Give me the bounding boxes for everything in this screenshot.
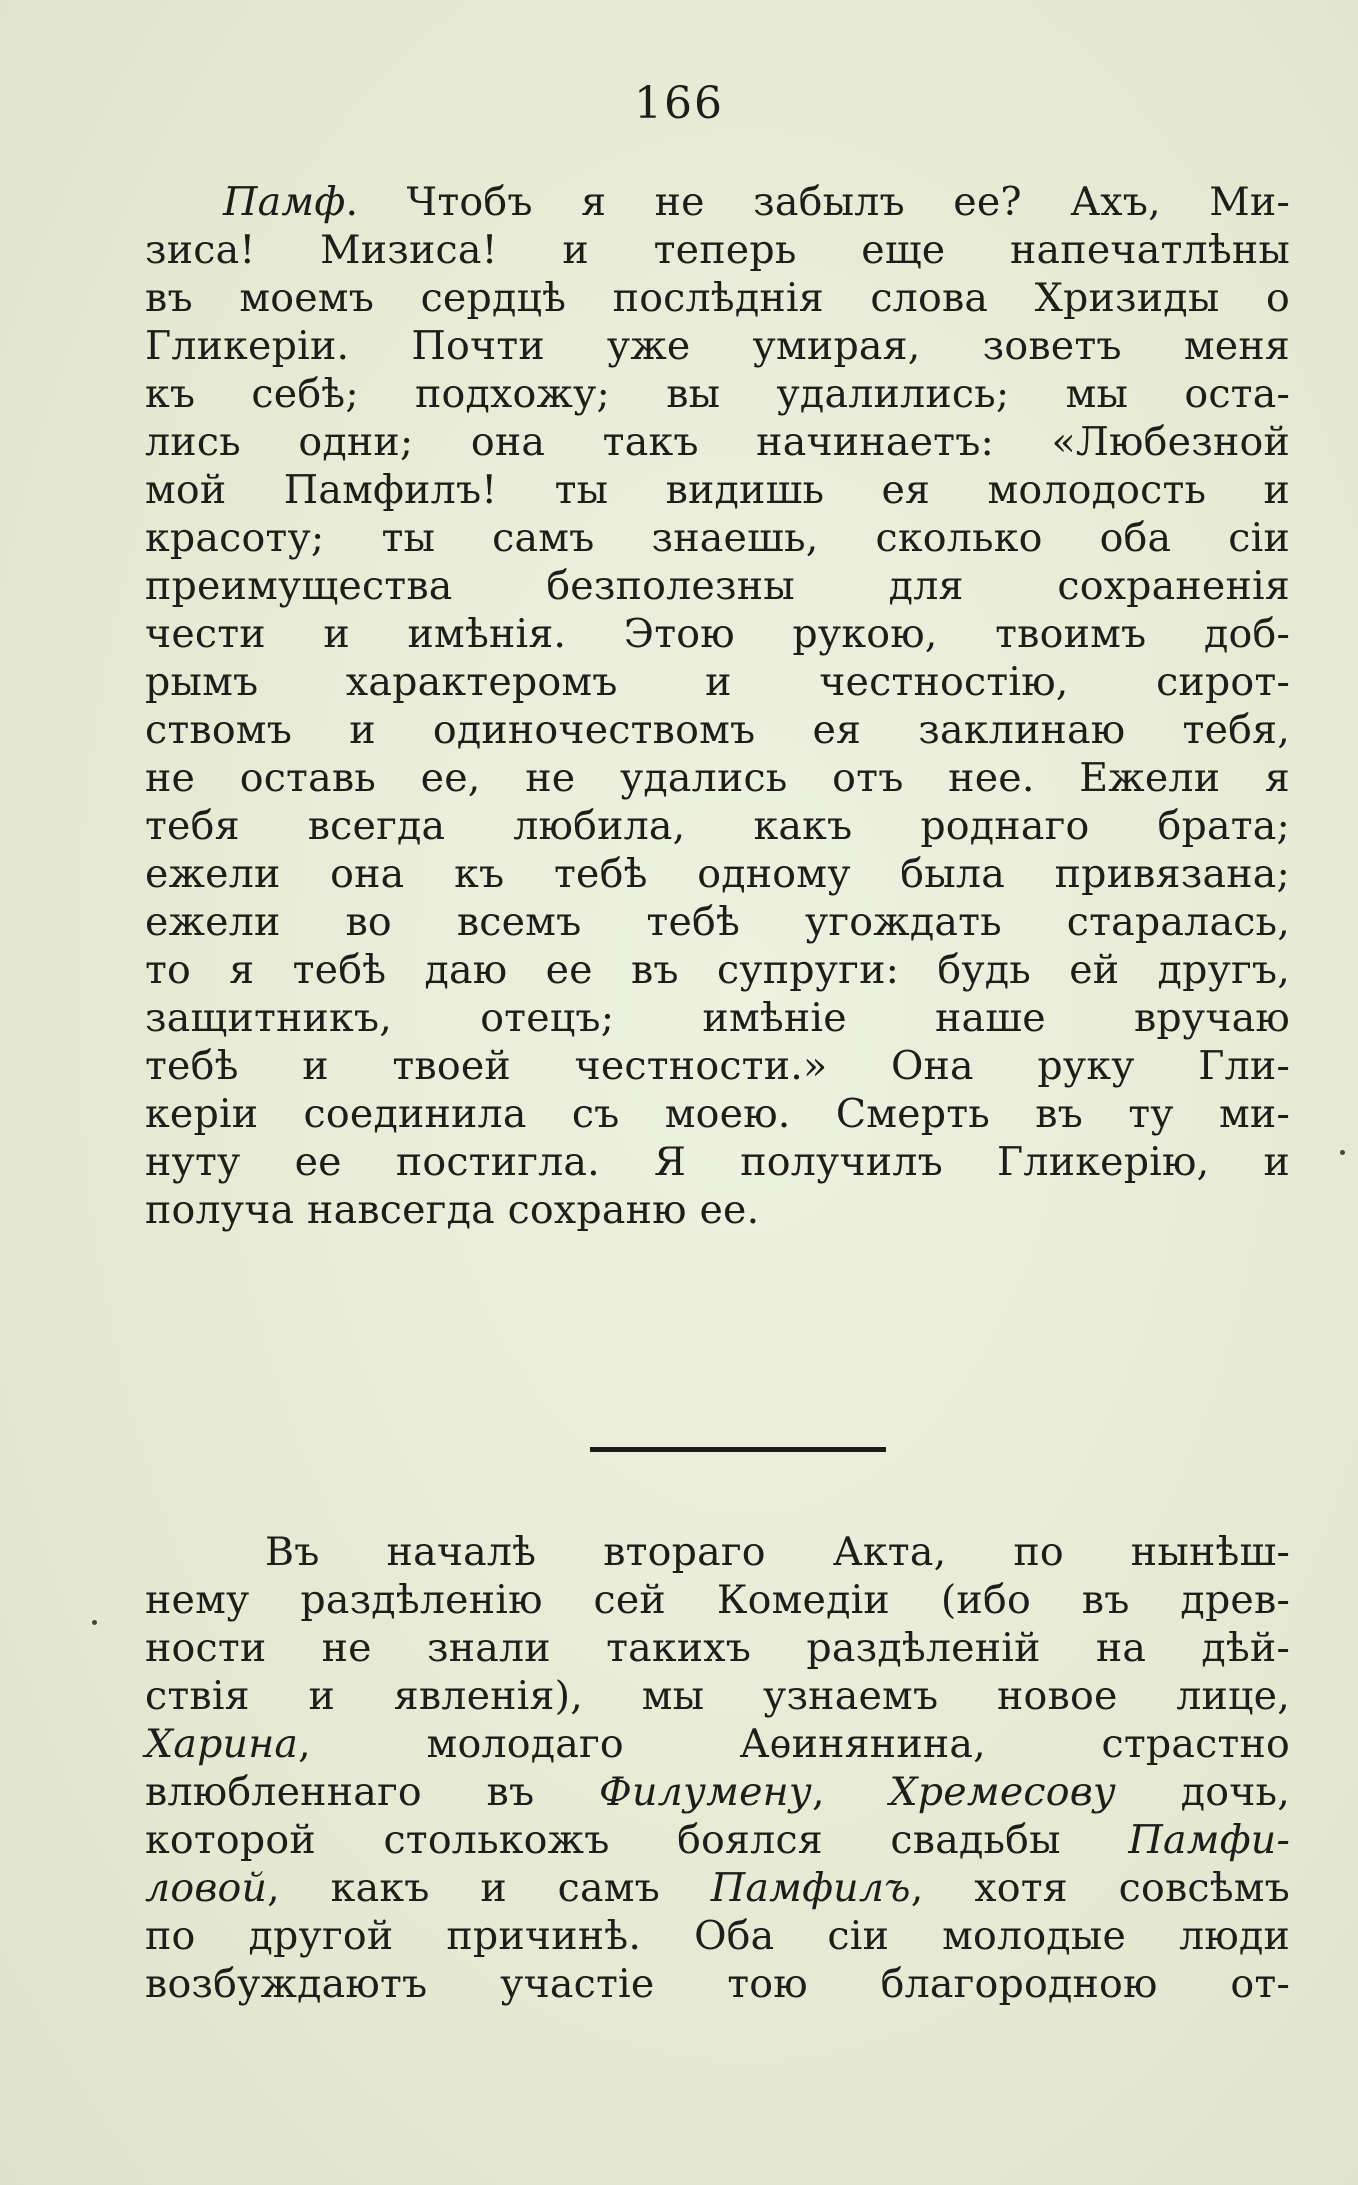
paragraph-commentary: [145, 1528, 1290, 2008]
text-line: по другой причинѣ. Оба сіи молодые люди: [145, 1913, 1290, 1959]
text-line: получа навсегда сохраню ее.: [145, 1187, 760, 1233]
text-line: Въ началѣ втораго Акта, по нынѣш-: [265, 1529, 1290, 1575]
text-line: рымъ характеромъ и честностію, сирот-: [145, 659, 1290, 705]
text-line: нуту ее постигла. Я получилъ Гликерію, и: [145, 1139, 1290, 1185]
text-line: зиса! Мизиса! и теперь еще напечатлѣны: [145, 227, 1290, 273]
text-line: преимущества безполезны для сохраненія: [145, 563, 1290, 609]
text-line: къ себѣ; подхожу; вы удалились; мы оста-: [145, 371, 1290, 417]
italic-name: Памфилъ: [710, 1865, 911, 1911]
italic-name: Харина: [145, 1721, 299, 1767]
line-text: . Чтобъ я не забылъ ее? Ахъ, Ми-: [345, 179, 1290, 225]
text-line: защитникъ, отецъ; имѣніе наше вручаю: [145, 995, 1290, 1041]
text-line: [145, 178, 1290, 226]
text-line: нему раздѣленію сей Комедіи (ибо въ древ-: [145, 1577, 1290, 1623]
section-divider: [590, 1447, 886, 1452]
italic-name: Памфи-: [1128, 1817, 1290, 1863]
page-number: 166: [634, 78, 724, 129]
page-speck: [1340, 1150, 1345, 1155]
text-line: ствомъ и одиночествомъ ея заклинаю тебя,: [145, 707, 1290, 753]
italic-name: Филумену: [599, 1769, 812, 1815]
text-line: ловой, какъ и самъ Памфилъ, хотя совсѣмъ: [145, 1865, 1290, 1911]
text-line: керіи соединила съ моею. Смерть въ ту ми-: [145, 1091, 1290, 1137]
text-line: ежели во всемъ тебѣ угождать старалась,: [145, 899, 1290, 945]
text-line: не оставь ее, не удались отъ нее. Ежели я: [145, 755, 1290, 801]
text-line: Харина, молодаго Аѳинянина, страстно: [145, 1721, 1290, 1767]
text-line: влюбленнаго въ Филумену, Хремесову дочь,: [145, 1769, 1290, 1815]
text-line: ежели она къ тебѣ одному была привязана;: [145, 851, 1290, 897]
page-speck: [92, 1620, 97, 1625]
paragraph-dialogue: [145, 178, 1290, 1234]
italic-name: Хремесову: [889, 1769, 1116, 1815]
text-line: въ моемъ сердцѣ послѣднія слова Хризиды о: [145, 275, 1290, 321]
speaker-name: Памф: [223, 179, 346, 225]
italic-name: ловой: [145, 1865, 268, 1911]
text-line: тебѣ и твоей честности.» Она руку Гли-: [145, 1043, 1290, 1089]
text-line: которой столькожъ боялся свадьбы Памфи-: [145, 1817, 1290, 1863]
text-line: возбуждаютъ участіе тою благородною от-: [145, 1961, 1290, 2007]
text-line: то я тебѣ даю ее въ супруги: будь ей другъ,: [145, 947, 1290, 993]
text-line: ности не знали такихъ раздѣленій на дѣй-: [145, 1625, 1290, 1671]
text-line: Гликеріи. Почти уже умирая, зоветъ меня: [145, 323, 1290, 369]
text-line: красоту; ты самъ знаешь, сколько оба сіи: [145, 515, 1290, 561]
text-line: мой Памфилъ! ты видишь ея молодость и: [145, 467, 1290, 513]
text-line: чести и имѣнія. Этою рукою, твоимъ доб-: [145, 611, 1290, 657]
text-line: ствія и явленія), мы узнаемъ новое лице,: [145, 1673, 1290, 1719]
text-line: тебя всегда любила, какъ роднаго брата;: [145, 803, 1290, 849]
text-line: лись одни; она такъ начинаетъ: «Любезной: [145, 419, 1290, 465]
